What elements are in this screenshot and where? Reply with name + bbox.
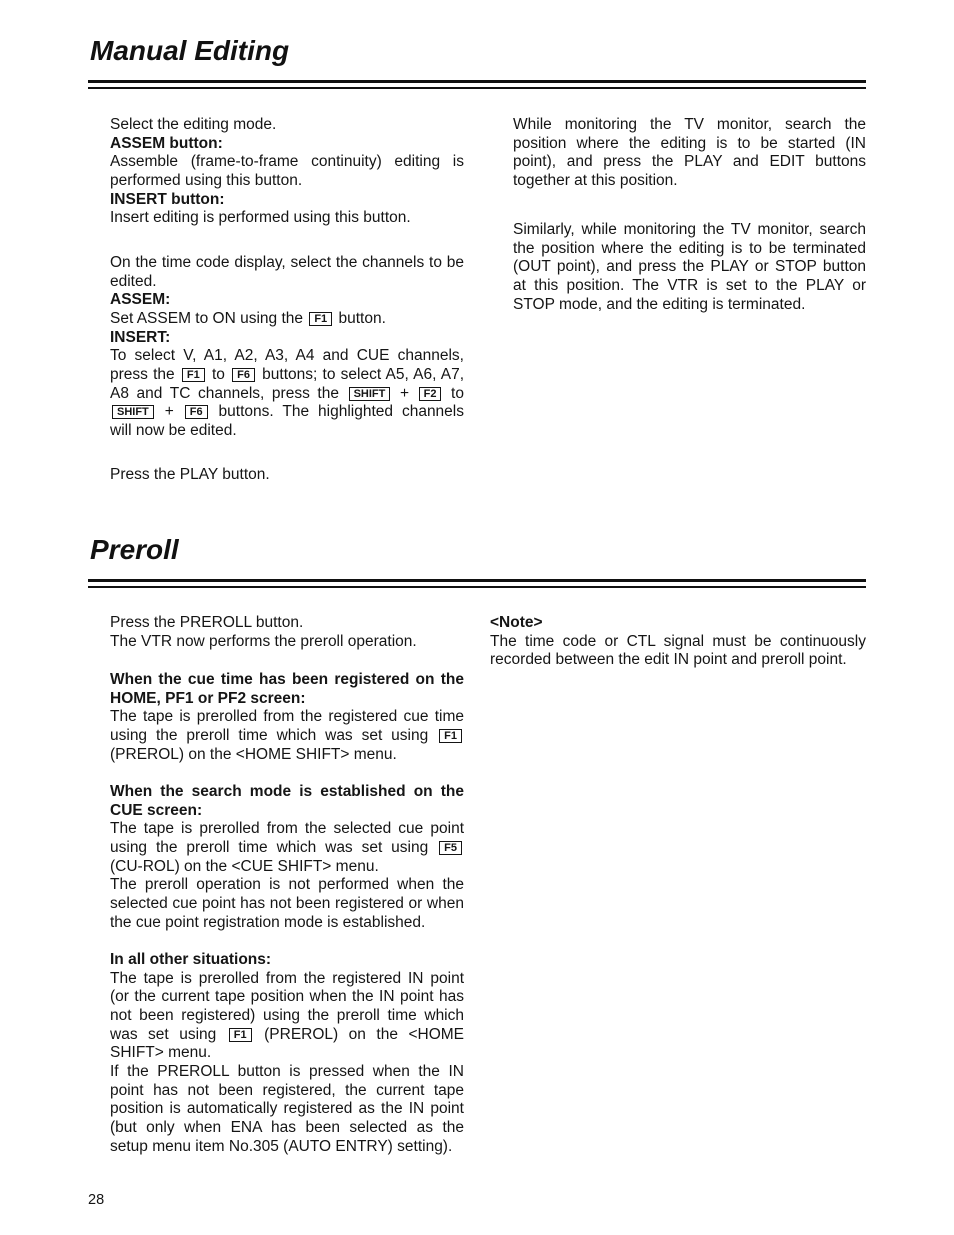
text-line: (OUT point), and press the PLAY or STOP button [513,258,866,276]
text-line: Assemble (frame-to-frame continuity) editing is [110,153,464,171]
text-segment: buttons. The highlighted channels [218,403,464,421]
text-segment: + [164,403,174,421]
text-line: recorded between the edit IN point and preroll point. [490,651,847,669]
text-line: SHIFT> menu. [110,1044,212,1062]
text-line: Insert editing is performed using this button. [110,209,411,227]
text-line: the cue point registration mode is established. [110,913,426,931]
in-point-step [513,116,866,191]
text-line [110,839,464,858]
text-line: (CU-ROL) on the <CUE SHIFT> menu. [110,857,379,875]
note-label: <Note> [490,614,543,631]
shift-key-label: SHIFT [349,387,391,401]
text-line [110,1026,464,1045]
f6-key-label: F6 [185,405,208,419]
editing-mode-step [110,116,464,228]
text-line: The preroll operation is not performed when the [110,876,464,894]
text-line: Select the editing mode. [110,116,277,133]
text-line: together at this position. [513,171,678,189]
text-line: The tape is prerolled from the registered cue time [110,708,464,726]
f5-key-label: F5 [439,841,462,855]
page-number: 28 [88,1192,105,1208]
text-line: performed using this button. [110,171,303,189]
text-line: Press the PREROLL button. [110,614,304,631]
section-rule-thin [88,586,866,588]
text-line: point), and press the PLAY and EDIT buttons [513,153,866,171]
text-segment: A8 and TC channels, press the [110,384,339,402]
text-line: The tape is prerolled from the selected cue point [110,820,464,838]
text-line: While monitoring the TV monitor, search the [513,116,866,133]
text-segment: was set using [110,1025,217,1043]
text-line: Press the PLAY button. [110,466,270,483]
channel-select-step [110,254,464,441]
insert-heading: INSERT: [110,328,171,346]
text-segment: (PREROL) on the <HOME [264,1025,464,1043]
text-line [110,385,464,404]
text-line: setup menu item No.305 (AUTO ENTRY) setting). [110,1137,453,1155]
play-step [110,466,464,485]
text-segment: to [451,384,464,402]
text-line: at this position. The VTR is set to the PLAY or [513,276,866,294]
note-box [490,614,866,670]
text-line: (PREROL) on the <HOME SHIFT> menu. [110,745,397,763]
f6-key-label: F6 [232,368,255,382]
text-line [110,366,464,385]
section-rule-thick [88,80,866,83]
case-heading: When the search mode is established on the [110,783,464,800]
text-line: position is automatically registered as the IN point [110,1100,464,1118]
text-segment: button. [338,309,386,327]
text-line [110,403,464,422]
case-heading: When the cue time has been registered on the [110,671,464,688]
case-heading: CUE screen: [110,801,203,819]
search-mode-case [110,783,464,932]
shift-key-label: SHIFT [112,405,154,419]
section-rule-thin [88,87,866,89]
f1-key-label: F1 [309,312,332,326]
case-heading: HOME, PF1 or PF2 screen: [110,689,306,707]
text-line: To select V, A1, A2, A3, A4 and CUE channels, [110,347,464,365]
text-line: point has not been registered, the current tape [110,1081,464,1099]
text-segment: + [399,384,409,402]
assem-heading: ASSEM: [110,291,171,309]
f1-key-label: F1 [229,1028,252,1042]
f1-key-label: F1 [182,368,205,382]
section-title-manual-editing: Manual Editing [90,35,290,66]
text-line: edited. [110,272,157,290]
insert-button-heading: INSERT button: [110,190,225,208]
text-line: will now be edited. [110,421,237,439]
case-heading: In all other situations: [110,951,272,968]
assem-button-heading: ASSEM button: [110,134,223,152]
text-line: not been registered) using the preroll time which [110,1006,464,1024]
text-line: The tape is prerolled from the registered IN point [110,969,464,987]
out-point-step [513,221,866,314]
text-segment: Set ASSEM to ON using the [110,309,303,327]
text-segment: using the preroll time which was set using [110,726,429,744]
text-line: selected cue point has not been registered or when [110,894,464,912]
text-line: the position where the editing is to be terminated [513,239,866,257]
section-rule-thick [88,579,866,582]
text-line: The time code or CTL signal must be continuously [490,632,866,650]
other-situations-case [110,951,464,1156]
text-segment: to [211,365,225,383]
section-title-preroll: Preroll [90,534,179,565]
text-line: (or the current tape position when the IN point has [110,988,464,1006]
cue-time-case [110,671,464,764]
preroll-intro [110,614,464,651]
text-line: The VTR now performs the preroll operation. [110,632,417,650]
text-line: STOP mode, and the editing is terminated. [513,295,806,313]
text-line [110,727,464,746]
text-segment: buttons; to select A5, A6, A7, [262,365,465,383]
text-line [110,310,464,329]
text-line: (but only when ENA has been selected as the [110,1118,464,1136]
text-line: Similarly, while monitoring the TV monitor, search [513,221,866,238]
text-line: If the PREROLL button is pressed when the IN [110,1062,464,1080]
f1-key-label: F1 [439,729,462,743]
text-segment: press the [110,365,175,383]
f2-key-label: F2 [419,387,442,401]
text-segment: using the preroll time which was set using [110,838,429,856]
text-line: position where the editing is to be started (IN [513,134,866,152]
text-line: On the time code display, select the channels to be [110,254,464,271]
